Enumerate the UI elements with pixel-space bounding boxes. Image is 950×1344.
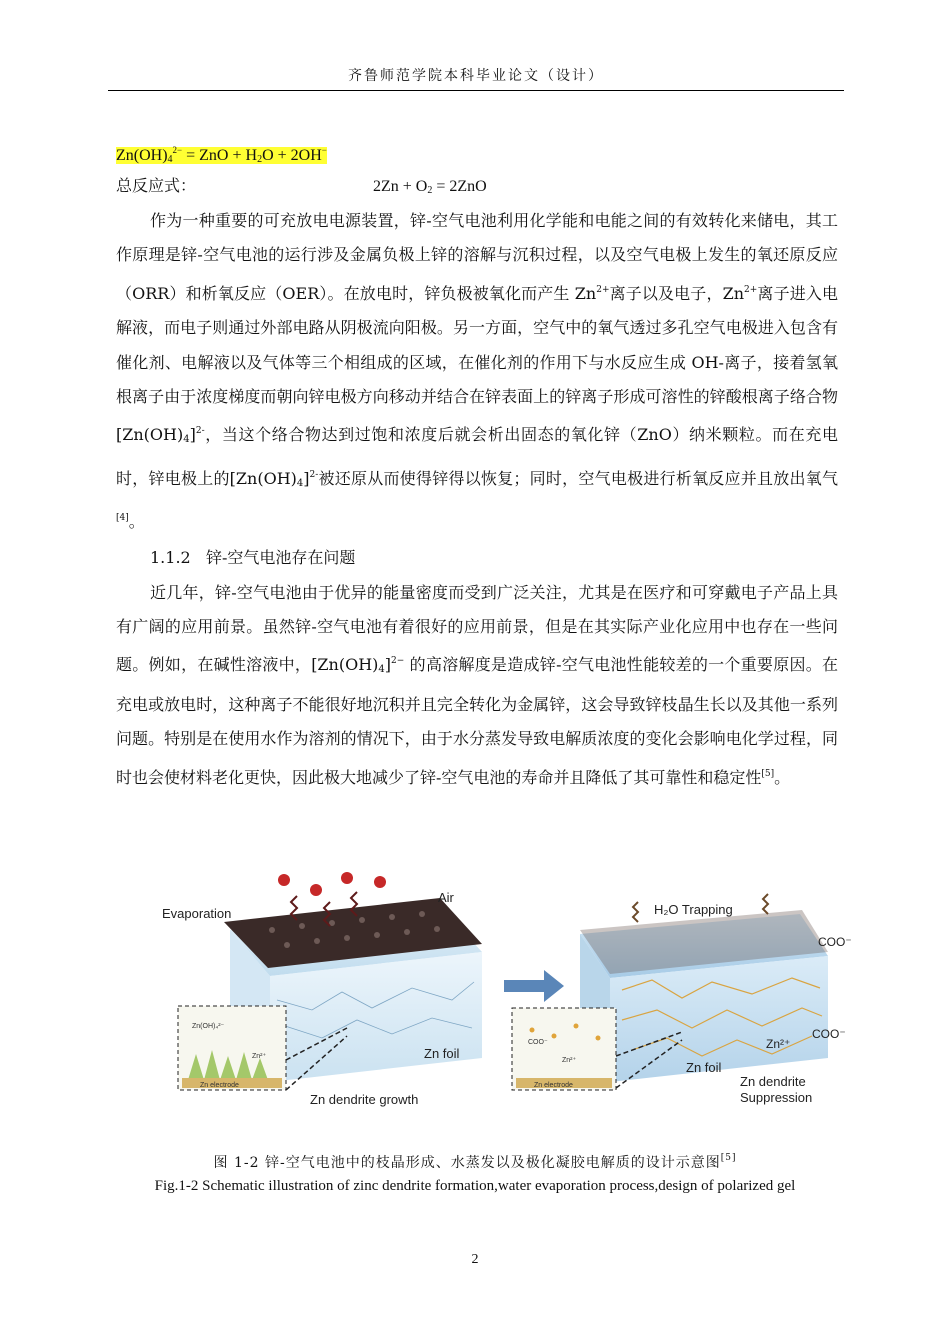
svg-text:Zn(OH)₄²⁻: Zn(OH)₄²⁻ [192, 1023, 225, 1030]
label-evaporation: Evaporation [162, 906, 232, 921]
svg-text:Zn²⁺: Zn²⁺ [562, 1057, 577, 1064]
transition-arrow [504, 970, 564, 1002]
figure-caption-en: Fig.1-2 Schematic illustration of zinc dendrite formation,water evaporation process,design of polarized gel [154, 1178, 796, 1194]
figure-caption-cn: 图 1-2 锌-空气电池中的枝晶形成、水蒸发以及极化凝胶电解质的设计示意图[5] [213, 1153, 737, 1171]
paragraph-working-principle: 作为一种重要的可充放电电源装置，锌-空气电池利用化学能和电能之间的有效转化来储电，其工作原理是锌-空气电池的运行涉及金属负极上锌的溶解与沉积过程，以及空气电极上发生的氧还原反应（ORR）和析氧反应（OER）。在放电时，锌负极被氧化而产生 $Zn^{2+}$离子以及电子，$Zn^{2+}$离子进入电解液，而电子则通过外部电路从阴极流向阳极。另一方面，空气中的氧气透过多孔空气电极进入包含有催化剂、电解液以及气体等三个相组成的区域，在催化剂的作用下与水反应生成 OH-离子，接着氢氧根离子由于浓度梯度而朝向锌电极方向移动并结合在锌表面上的锌离子形成可溶性的锌酸根离子络合物$[Zn(OH)_4]^{2-}$，当这个络合物达到过饱和浓度后就会析出固态的氧化锌（ZnO）纳米颗粒。而在充电时，锌电极上的$[Zn(OH)_4]^{2-}$被还原从而使得锌得以恢复；同时，空气电极进行析氧反应并且放出氧气[4]。 [116, 211, 838, 532]
highlighted-equation: $Zn(OH)_4^{2-}$ = ZnO + $H_2O + 2OH^-$ [116, 145, 327, 165]
label-zn2-right: Zn²⁺ [766, 1037, 791, 1051]
paragraph-problems: 近几年，锌-空气电池由于优异的能量密度而受到广泛关注，尤其是在医疗和可穿戴电子产品上具有广阔的应用前景。虽然锌-空气电池有着很好的应用前景，但是在其实际产业化应用中也存在一些问题。例如，在碱性溶液中，$[Zn(OH)_4]^{2-}$ 的高溶解度是造成锌-空气电池性能较差的一个重要原因。在充电或放电时，这种离子不能很好地沉积并且完全转化为金属锌，这会导致锌枝晶生长以及其他一系列问题。特别是在使用水作为溶剂的情况下，由于水分蒸发导致电解质浓度的变化会影响电化学过程，同时也会使材料老化更快，因此极大地减少了锌-空气电池的寿命并且降低了其可靠性和稳定性[5]。 [116, 582, 838, 787]
label-zn-foil-right: Zn foil [686, 1060, 722, 1075]
section-heading: 1.1.2 锌-空气电池存在问题 [150, 547, 356, 567]
label-air: Air [438, 890, 454, 905]
svg-text:Zn electrode: Zn electrode [534, 1082, 573, 1089]
label-zn-foil-left: Zn foil [424, 1046, 460, 1061]
main-content [116, 132, 838, 795]
label-coo-top: COO⁻ [818, 935, 852, 949]
label-dendrite-growth: Zn dendrite growth [310, 1092, 419, 1107]
label-coo-mid: COO⁻ [812, 1027, 846, 1041]
page-number: 2 [471, 1252, 479, 1267]
svg-text:Zn²⁺: Zn²⁺ [252, 1053, 267, 1060]
label-dendrite-suppression-1: Zn dendrite [740, 1074, 806, 1089]
citation: [5] [761, 768, 775, 779]
equation-label: 总反应式： [116, 176, 197, 195]
label-dendrite-suppression-2: Suppression [740, 1090, 813, 1105]
right-inset [512, 1008, 616, 1090]
svg-text:COO⁻: COO⁻ [528, 1039, 548, 1046]
equation-body: $2Zn + O_2 = 2ZnO$ [373, 178, 487, 196]
svg-text:Zn electrode: Zn electrode [200, 1082, 239, 1089]
citation: [4] [116, 513, 129, 524]
right-panel [512, 894, 852, 1105]
equation-zincate-decomposition [116, 132, 838, 168]
equation-total-reaction [116, 168, 838, 204]
water-vapor-molecules [278, 872, 386, 896]
label-h2o-trapping: H₂O Trapping [654, 902, 733, 917]
page-header: 齐鲁师范学院本科毕业论文（设计） [108, 62, 844, 91]
left-panel [162, 872, 482, 1107]
figure-schematic [152, 860, 856, 1122]
